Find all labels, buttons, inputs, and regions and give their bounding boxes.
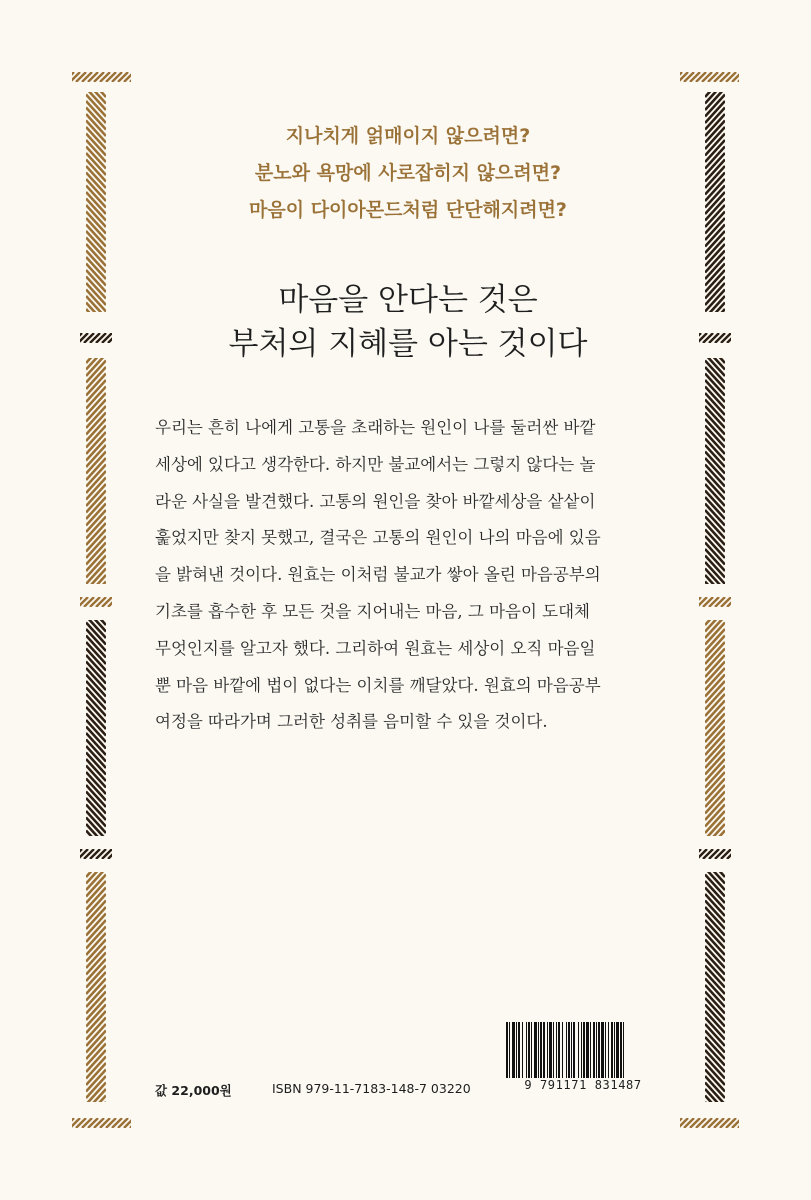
barcode-icon — [504, 1022, 662, 1080]
barcode-digits: 9 791171 831487 — [504, 1078, 662, 1092]
headline — [120, 278, 696, 366]
body-paragraph — [155, 410, 601, 741]
body-line: 세상에 있다고 생각한다. 하지만 불교에서는 그렇지 않다는 놀 — [155, 454, 596, 474]
question-line: 분노와 욕망에 사로잡히지 않으려면? — [254, 162, 562, 184]
body-line: 라운 사실을 발견했다. 고통의 원인을 찾아 바깥세상을 샅샅이 — [155, 491, 596, 511]
body-line: 무엇인지를 알고자 했다. 그리하여 원효는 세상이 오직 마음일 — [155, 638, 596, 658]
body-line: 뿐 마음 바깥에 법이 없다는 이치를 깨달았다. 원효의 마음공부 — [155, 675, 601, 695]
headline-line: 마음을 안다는 것은 — [278, 282, 538, 318]
question-line: 지나치게 얽매이지 않으려면? — [285, 125, 531, 147]
body-line: 훑었지만 찾지 못했고, 결국은 고통의 원인이 나의 마음에 있음 — [155, 528, 601, 548]
body-line: 우리는 흔히 나에게 고통을 초래하는 원인이 나를 둘러싼 바깥 — [155, 418, 596, 437]
question-line: 마음이 다이아몬드처럼 단단해지려면? — [249, 199, 567, 221]
price-label: 값 22,000원 — [155, 1083, 232, 1098]
body-line: 기초를 흡수한 후 모든 것을 지어내는 마음, 그 마음이 도대체 — [155, 601, 590, 621]
question-block — [150, 118, 666, 229]
headline-line: 부처의 지혜를 아는 것이다 — [228, 326, 588, 362]
body-line: 을 밝혀낸 것이다. 원효는 이처럼 불교가 쌓아 올린 마음공부의 — [155, 565, 601, 585]
body-line: 여정을 따라가며 그러한 성취를 음미할 수 있을 것이다. — [155, 712, 548, 732]
barcode — [504, 1022, 662, 1100]
isbn-label: ISBN 979-11-7183-148-7 03220 — [272, 1081, 471, 1096]
